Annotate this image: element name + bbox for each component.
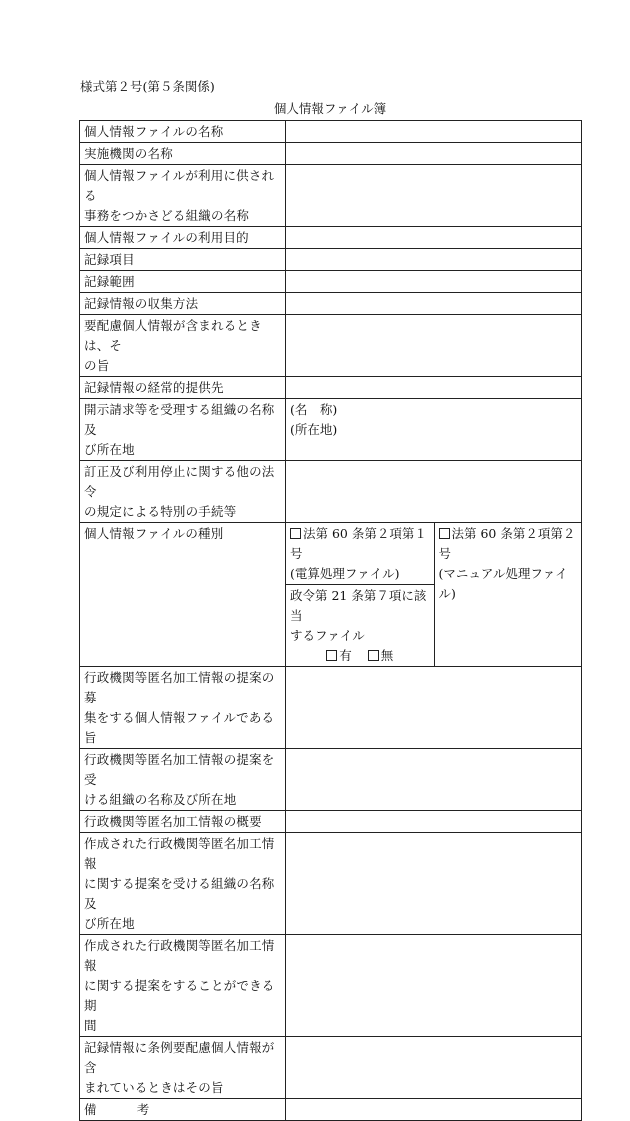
label-record-scope: 記録範囲 (80, 271, 286, 293)
ordinance-applicable (286, 585, 434, 667)
label-line: び所在地 (84, 916, 135, 931)
value-responsible-organization[interactable] (286, 165, 582, 227)
label-file-name: 個人情報ファイルの名称 (80, 121, 286, 143)
value-collection-method[interactable] (286, 293, 582, 315)
value-created-proposal-organization[interactable] (286, 833, 582, 935)
option-electronic-line (290, 524, 430, 564)
value-agency-name[interactable] (286, 143, 582, 165)
row-record-scope (80, 271, 582, 293)
value-file-name[interactable] (286, 121, 582, 143)
label-line: 間 (84, 1018, 97, 1033)
option-manual-subtext: ル) (438, 586, 456, 601)
label-regular-recipients: 記録情報の経常的提供先 (80, 377, 286, 399)
label-line: 行政機関等匿名加工情報の提案を受 (84, 752, 275, 787)
row-usage-purpose (80, 227, 582, 249)
label-sensitive-info (80, 315, 286, 377)
no-label: 無 (380, 648, 394, 663)
yes-label: 有 (339, 648, 352, 663)
row-proposal-period (80, 935, 582, 1037)
label-proposal-receiving-organization (80, 749, 286, 811)
value-record-scope[interactable] (286, 271, 582, 293)
value-anonymized-overview[interactable] (286, 811, 582, 833)
label-anonymized-overview: 行政機関等匿名加工情報の概要 (80, 811, 286, 833)
label-collection-method: 記録情報の収集方法 (80, 293, 286, 315)
label-record-items: 記録項目 (80, 249, 286, 271)
label-line: まれているときはその旨 (84, 1080, 224, 1095)
label-responsible-organization (80, 165, 286, 227)
label-line: 開示請求等を受理する組織の名称及 (84, 402, 275, 437)
row-sensitive-info (80, 315, 582, 377)
label-special-procedures (80, 461, 286, 523)
row-proposal-receiving-organization (80, 749, 582, 811)
row-created-proposal-organization (80, 833, 582, 935)
remarks-char: 備 (84, 1102, 97, 1117)
label-line: 記録情報に条例要配慮個人情報が含 (84, 1040, 275, 1075)
label-anonymized-recruitment (80, 667, 286, 749)
label-remarks (80, 1099, 286, 1121)
label-line: び所在地 (84, 442, 135, 457)
row-file-type (80, 523, 582, 667)
value-file-type (286, 523, 582, 667)
row-collection-method (80, 293, 582, 315)
option-electronic-subtext: (電算処理ファイル) (290, 566, 400, 581)
label-disclosure-organization (80, 399, 286, 461)
row-anonymized-overview (80, 811, 582, 833)
label-line: 訂正及び利用停止に関する他の法令 (84, 464, 275, 499)
label-line: の旨 (84, 358, 110, 373)
label-line: ける組織の名称及び所在地 (84, 792, 237, 807)
label-line: に関する提案を受ける組織の名称及 (84, 876, 275, 911)
row-agency-name (80, 143, 582, 165)
label-agency-name: 実施機関の名称 (80, 143, 286, 165)
label-line: 作成された行政機関等匿名加工情報 (84, 938, 275, 973)
row-special-procedures (80, 461, 582, 523)
value-disclosure-organization[interactable] (286, 399, 582, 461)
row-record-items (80, 249, 582, 271)
value-anonymized-recruitment[interactable] (286, 667, 582, 749)
value-proposal-receiving-organization[interactable] (286, 749, 582, 811)
label-line: の規定による特別の手続等 (84, 504, 237, 519)
row-remarks (80, 1099, 582, 1121)
address-field-label: (所在地) (290, 422, 338, 437)
option-electronic-text: 法第 60 条第２項第１号 (290, 526, 427, 561)
checkbox-yes-icon[interactable] (326, 650, 337, 661)
row-disclosure-organization (80, 399, 582, 461)
checkbox-no-icon[interactable] (368, 650, 379, 661)
value-regular-recipients[interactable] (286, 377, 582, 399)
value-usage-purpose[interactable] (286, 227, 582, 249)
value-special-procedures[interactable] (286, 461, 582, 523)
label-ordinance-sensitive-info (80, 1037, 286, 1099)
value-sensitive-info[interactable] (286, 315, 582, 377)
label-line: 要配慮個人情報が含まれるときは、そ (84, 318, 262, 353)
option-manual-line (439, 524, 578, 564)
value-ordinance-sensitive-info[interactable] (286, 1037, 582, 1099)
row-ordinance-sensitive-info (80, 1037, 582, 1099)
label-line: 集をする個人情報ファイルである旨 (84, 710, 275, 745)
row-regular-recipients (80, 377, 582, 399)
label-line: に関する提案をすることができる期 (84, 978, 275, 1013)
option-manual-file[interactable] (434, 523, 581, 666)
name-field-label: (名 称) (290, 402, 338, 417)
option-manual-subtext: (マニュアル処理ファイ (438, 566, 568, 581)
label-line: 事務をつかさどる組織の名称 (84, 208, 250, 223)
ordinance-text: するファイル (290, 628, 365, 643)
label-usage-purpose: 個人情報ファイルの利用目的 (80, 227, 286, 249)
option-manual-text: 法第 60 条第２項第２号 (438, 526, 576, 561)
value-remarks[interactable] (286, 1099, 582, 1121)
label-line: 作成された行政機関等匿名加工情報 (84, 836, 275, 871)
ordinance-text: 政令第 21 条第７項に該当 (290, 588, 427, 623)
row-file-name (80, 121, 582, 143)
row-anonymized-recruitment (80, 667, 582, 749)
label-file-type: 個人情報ファイルの種別 (80, 523, 286, 667)
form-title: 個人情報ファイル簿 (273, 101, 387, 116)
option-electronic-file[interactable] (286, 523, 434, 585)
checkbox-icon[interactable] (290, 528, 301, 539)
file-type-options (286, 523, 581, 666)
personal-info-file-register-table (79, 120, 582, 1121)
label-proposal-period (80, 935, 286, 1037)
label-created-proposal-organization (80, 833, 286, 935)
value-record-items[interactable] (286, 249, 582, 271)
label-line: 行政機関等匿名加工情報の提案の募 (84, 670, 275, 705)
label-line: 個人情報ファイルが利用に供される (84, 168, 275, 203)
checkbox-icon[interactable] (439, 528, 450, 539)
form-number: 様式第２号(第５条関係) (80, 79, 215, 94)
remarks-char: 考 (136, 1102, 150, 1117)
value-proposal-period[interactable] (286, 935, 582, 1037)
yes-no-choice (290, 646, 430, 666)
row-responsible-organization (80, 165, 582, 227)
